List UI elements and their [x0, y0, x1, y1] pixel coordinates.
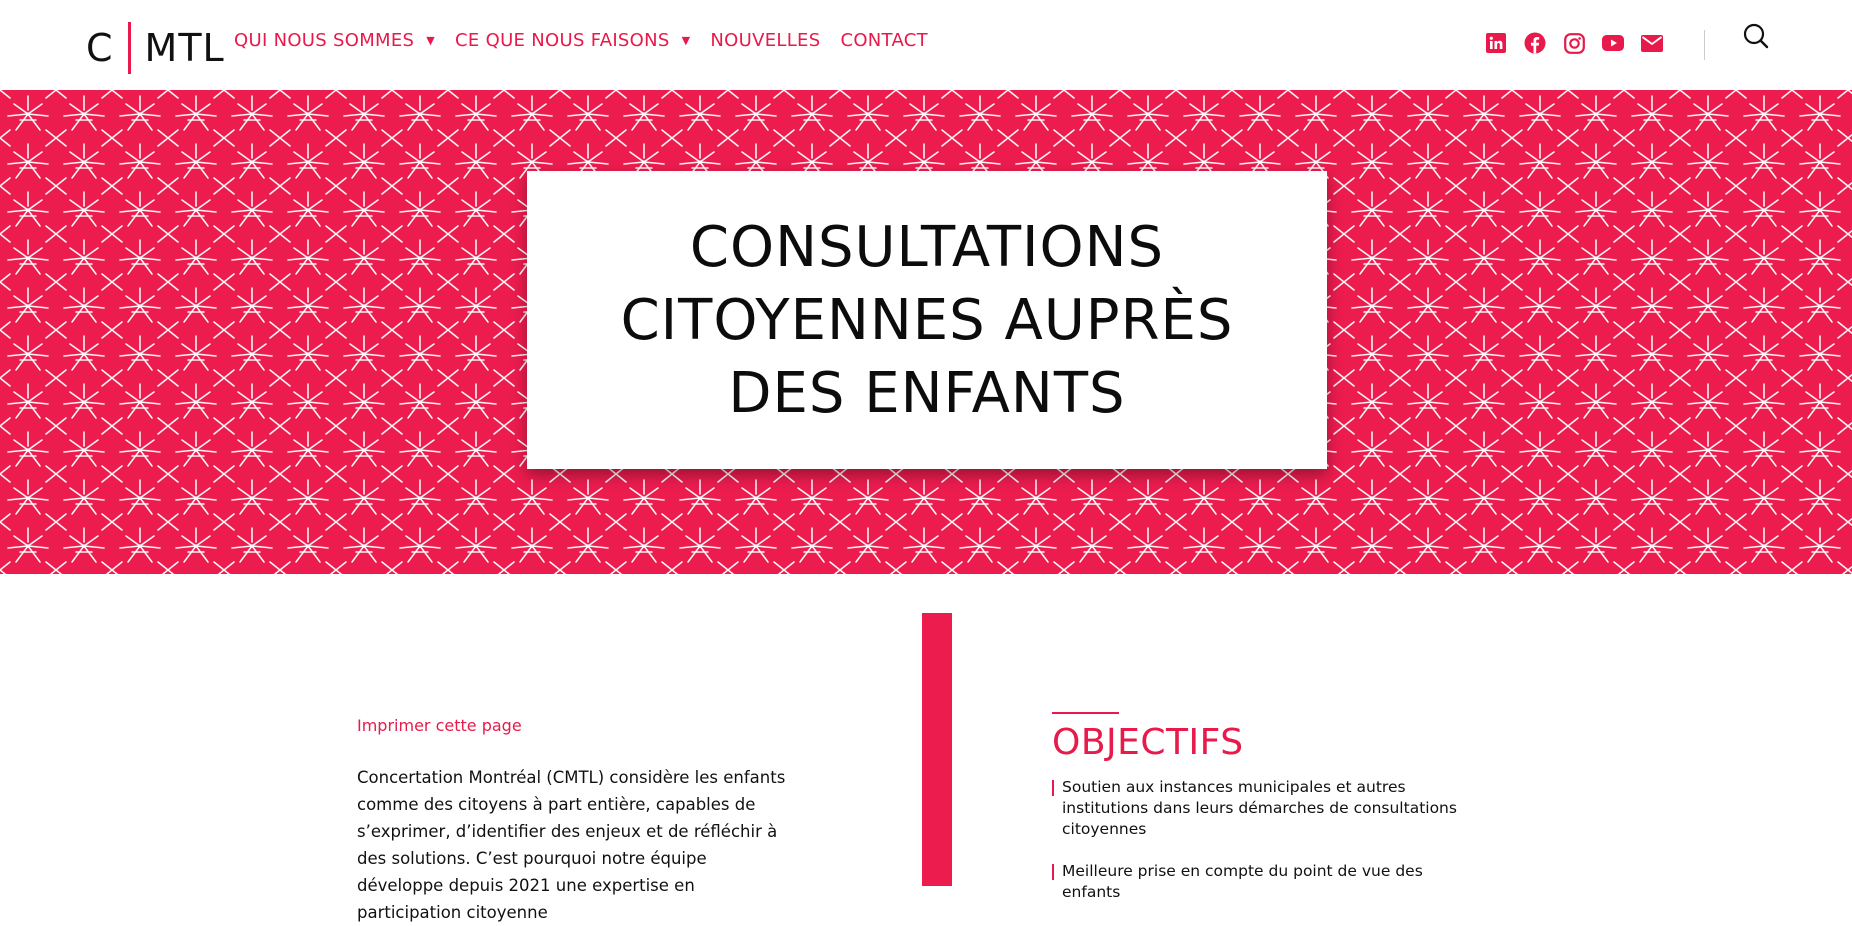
hero-title-card	[527, 171, 1327, 469]
youtube-icon[interactable]	[1601, 31, 1625, 55]
nav-label: CONTACT	[840, 30, 928, 51]
nav-item-nouvelles[interactable]	[710, 30, 820, 51]
nav-item-qui-nous-sommes[interactable]	[234, 30, 435, 51]
logo-letter-c: C	[86, 26, 114, 70]
caret-down-icon: ▼	[426, 34, 436, 47]
nav-label: CE QUE NOUS FAISONS	[455, 30, 670, 51]
caret-down-icon: ▼	[681, 34, 691, 47]
print-page-link[interactable]: Imprimer cette page	[357, 716, 522, 735]
bullet-bar	[1052, 864, 1054, 880]
page-title: CONSULTATIONS CITOYENNES AUPRÈS DES ENFANTS	[620, 214, 1234, 426]
logo-divider	[128, 22, 131, 74]
nav-label: NOUVELLES	[710, 30, 821, 51]
logo-letters-mtl: MTL	[144, 26, 225, 70]
hero-banner	[0, 90, 1852, 574]
email-icon[interactable]	[1640, 31, 1664, 55]
header-divider	[1704, 30, 1705, 60]
search-icon[interactable]	[1742, 22, 1770, 50]
objective-text: Meilleure prise en compte du point de vue des enfants	[1062, 862, 1423, 901]
bullet-bar	[1052, 780, 1054, 796]
facebook-icon[interactable]	[1523, 31, 1547, 55]
intro-paragraph: Concertation Montréal (CMTL) considère les enfants comme des citoyens à part entière, capables de s’exprimer, d’identifier des enjeux et de réfléchir à des solutions. C’est pourquoi notre équipe développe depuis 2021 une expertise en participation citoyenne	[357, 768, 786, 922]
list-item	[1052, 861, 1472, 903]
cmtl-logo[interactable]	[86, 22, 225, 74]
objectives-heading: OBJECTIFS	[1052, 722, 1244, 763]
objective-text: Soutien aux instances municipales et autres institutions dans leurs démarches de consultations citoyennes	[1062, 778, 1457, 838]
linkedin-icon[interactable]	[1484, 31, 1508, 55]
nav-item-ce-que-nous-faisons[interactable]	[455, 30, 690, 51]
decorative-red-bar	[922, 613, 952, 886]
main-nav	[234, 30, 948, 51]
social-links	[1484, 31, 1679, 55]
objectives-rule	[1052, 712, 1119, 714]
nav-item-contact[interactable]	[840, 30, 927, 51]
nav-label: QUI NOUS SOMMES	[234, 30, 415, 51]
list-item	[1052, 777, 1472, 840]
instagram-icon[interactable]	[1562, 31, 1586, 55]
objectives-list	[1052, 777, 1472, 924]
site-header	[0, 0, 1852, 90]
